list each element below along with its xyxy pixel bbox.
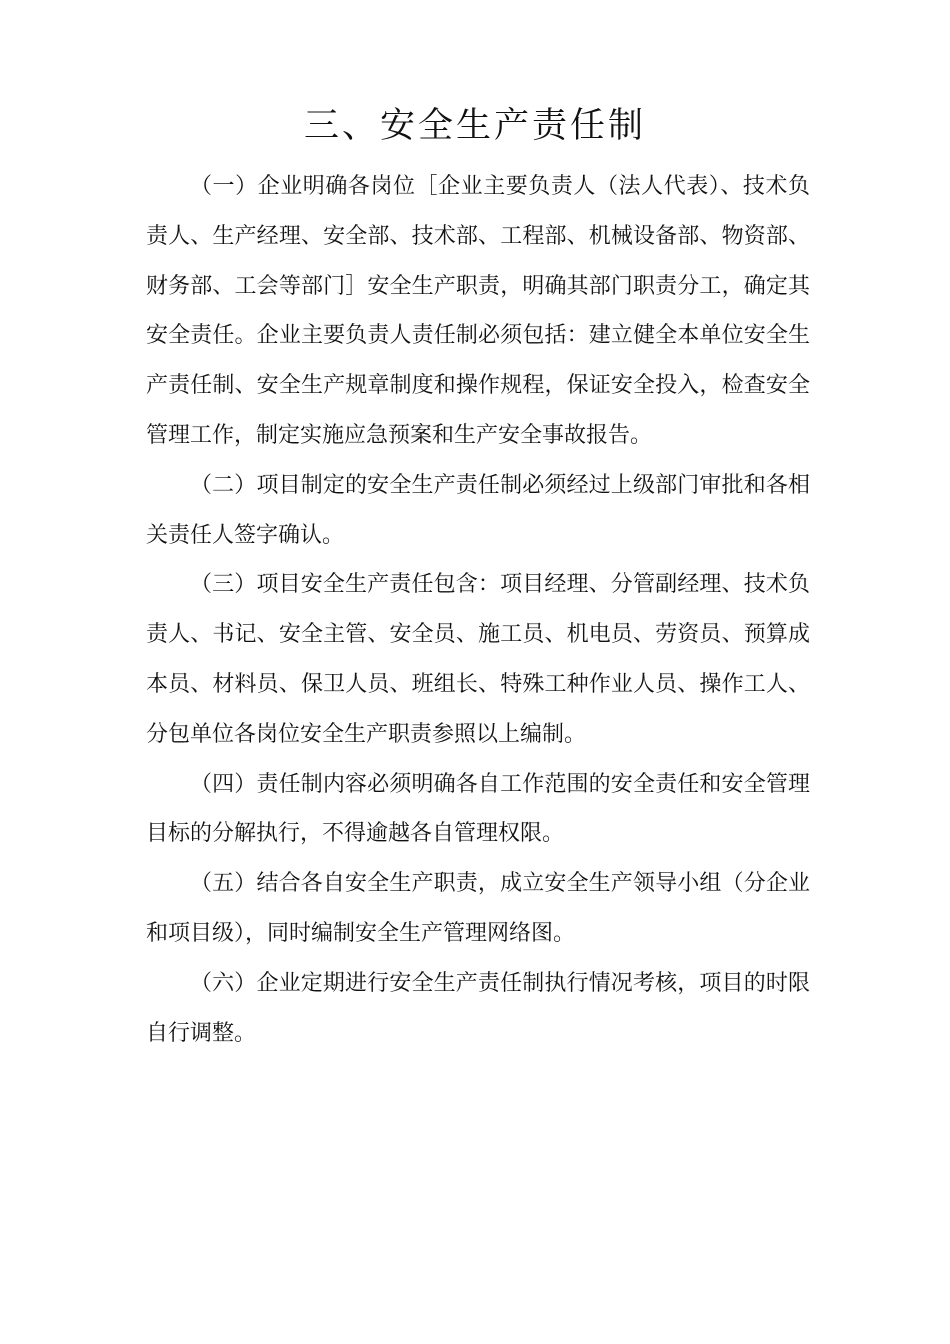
- document-body: [146, 162, 810, 1058]
- paragraph-6: （六）企业定期进行安全生产责任制执行情况考核，项目的时限自行调整。: [146, 970, 810, 1046]
- paragraph-3: （三）项目安全生产责任包含：项目经理、分管副经理、技术负责人、书记、安全主管、安全员、施工员、机电员、劳资员、预算成本员、材料员、保卫人员、班组长、特殊工种作业人员、操作工人、分包单位各岗位安全生产职责参照以上编制。: [146, 572, 810, 747]
- paragraph-4: （四）责任制内容必须明确各自工作范围的安全责任和安全管理目标的分解执行，不得逾越各自管理权限。: [146, 771, 810, 847]
- paragraph-2: （二）项目制定的安全生产责任制必须经过上级部门审批和各相关责任人签字确认。: [146, 472, 810, 548]
- document-title: 三、安全生产责任制: [303, 106, 646, 146]
- paragraph-5: （五）结合各自安全生产职责，成立安全生产领导小组（分企业和项目级），同时编制安全生产管理网络图。: [146, 871, 810, 946]
- paragraph-1: （一）企业明确各岗位［企业主要负责人（法人代表）、技术负责人、生产经理、安全部、技术部、工程部、机械设备部、物资部、财务部、工会等部门］安全生产职责，明确其部门职责分工，确定其安全责任。企业主要负责人责任制必须包括：建立健全本单位安全生产责任制、安全生产规章制度和操作规程，保证安全投入，检查安全管理工作，制定实施应急预案和生产安全事故报告。: [146, 174, 810, 448]
